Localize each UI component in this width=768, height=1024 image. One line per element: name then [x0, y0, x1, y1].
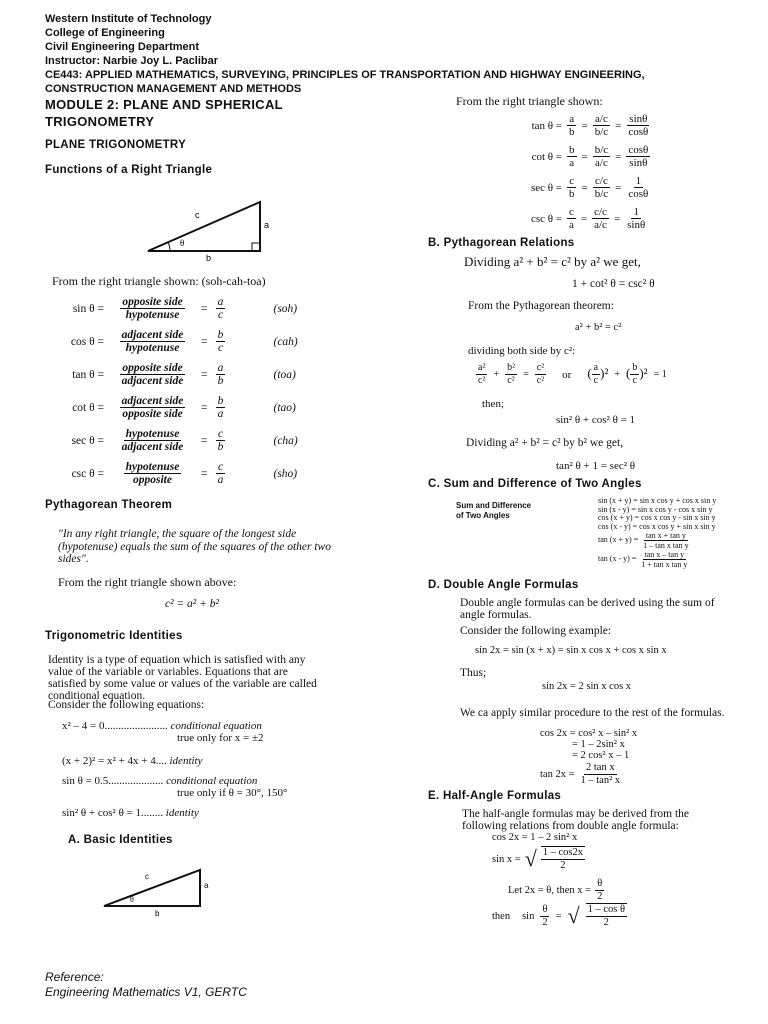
ratio-frac-3-num: cosθ	[628, 144, 649, 156]
document-header	[45, 12, 745, 96]
function-den: hypotenuse	[125, 342, 180, 354]
ratio-frac-3	[626, 144, 650, 169]
equation-expression: sin² θ + cos² θ = 1........	[62, 807, 164, 819]
half-final-lhs-den: 2	[542, 916, 548, 928]
function-lhs: tan θ =	[72, 368, 104, 381]
sum-diff-eq: cos (x + y) = cos x cos y - sin x sin y	[598, 513, 716, 522]
function-mnemonic: (soh)	[273, 302, 298, 315]
equation-note: true only if θ = 30°, 150°	[177, 787, 288, 799]
half-sin-den: 2	[560, 860, 566, 871]
label-theta: θ	[130, 895, 134, 904]
function-ratio-num: a	[217, 362, 224, 374]
right-col-intro: From the right triangle shown:	[456, 94, 603, 108]
equation-kind: conditional equation	[166, 775, 258, 787]
pythagorean-theorem-heading: Pythagorean Theorem	[45, 499, 173, 511]
functions-heading: Functions of a Right Triangle	[45, 164, 213, 176]
double-angle-eq1: sin 2x = sin (x + x) = sin x cos x + cos x sin x	[475, 645, 667, 656]
function-lhs: sin θ =	[72, 302, 104, 315]
right-triangle-figure	[140, 196, 275, 262]
pyth-rel-fraction-equation: $\frac{\text{a²}}{\text{c²}}$ + $\frac{\text{b²}}{\text{c²}}$ = $\frac{\text{c²}}{\text{c²}}$ or ( $\frac{a}{c}$ )² + ( $\frac{b}{c}$ )² = 1	[478, 362, 667, 386]
tan-diff-den: 1 + tan x tan y	[641, 560, 688, 569]
half-angle-sin-formula: sin x = √ $\frac{1 - \cos 2x}{2}$	[492, 846, 584, 871]
trig-function-row: csc θ = $\frac{\text{hypotenuse}}{\text{opposite}}$ = $\frac{c}{a}$ (sho)	[52, 457, 352, 490]
basic-ratios-list	[520, 110, 650, 234]
cos-double-line: = 2 cos² x – 1	[572, 750, 630, 761]
department-name: Civil Engineering Department	[45, 41, 200, 53]
function-ratio-den: a	[217, 474, 224, 486]
pyth-rel-eq3: sin² θ + cos² θ = 1	[556, 414, 636, 426]
ratio-frac-3-den: cosθ	[628, 126, 649, 138]
basic-ratio-row: tan θ = $\frac{a}{b}$ = $\frac{a/c}{b/c}$ = $\frac{\sin\theta}{\cos\theta}$	[520, 110, 650, 141]
function-ratio-num: c	[217, 428, 224, 440]
ratio-lhs: sec θ =	[530, 181, 562, 194]
pyth-rel-from: From the Pythagorean theorem:	[468, 300, 614, 312]
basic-ratio-row: csc θ = $\frac{c}{a}$ = $\frac{c/c}{a/c}$ = $\frac{1}{\sin\theta}$	[520, 203, 650, 234]
function-num: opposite side	[122, 296, 183, 308]
basic-identities-triangle-figure	[100, 866, 215, 918]
ratio-frac-1	[567, 113, 577, 138]
equations-list	[62, 720, 352, 819]
tan-sum-formula	[598, 531, 716, 550]
function-den: adjacent side	[121, 441, 184, 453]
function-den: opposite side	[122, 408, 183, 420]
half-final-lhs-num: θ	[542, 903, 548, 915]
ratio-frac-1-den: b	[569, 126, 575, 138]
double-angle-text1: Double angle formulas can be derived using the sum of angle formulas.	[460, 597, 715, 621]
half-final-num: 1 – cos θ	[587, 904, 625, 915]
half-angle-heading: E. Half-Angle Formulas	[428, 790, 562, 802]
function-ratio-den: c	[217, 342, 224, 354]
ratio-frac-1-den: a	[569, 219, 574, 231]
course-title-line1: CE443: APPLIED MATHEMATICS, SURVEYING, PRINCIPLES OF TRANSPORTATION AND HIGHWAY ENGINEERING,	[45, 69, 645, 81]
double-angle-text3: We ca apply similar procedure to the rest of the formulas.	[460, 707, 725, 719]
cos-double-line: = 1 – 2sin² x	[572, 739, 625, 750]
sum-diff-eq: sin (x - y) = sin x cos y - cos x sin y	[598, 504, 713, 514]
reference-block	[45, 970, 247, 1000]
ratio-frac-2-den: b/c	[594, 126, 609, 138]
tan-double-num: 2 tan x	[586, 762, 615, 773]
trig-function-row: cos θ = $\frac{\text{adjacent side}}{\text{hypotenuse}}$ = $\frac{b}{c}$ (cah)	[52, 325, 352, 358]
function-lhs: sec θ =	[71, 434, 104, 447]
sum-difference-heading: C. Sum and Difference of Two Angles	[428, 478, 642, 490]
function-ratio-den: a	[217, 408, 224, 420]
consider-equations: Consider the following equations:	[48, 699, 205, 711]
function-mnemonic: (cah)	[273, 335, 298, 348]
function-ratio-den: c	[217, 309, 224, 321]
basic-ratio-row: cot θ = $\frac{b}{a}$ = $\frac{b/c}{a/c}$ = $\frac{\cos\theta}{\sin\theta}$	[520, 141, 650, 172]
trig-function-row: sec θ = $\frac{\text{hypotenuse}}{\text{adjacent side}}$ = $\frac{c}{b}$ (cha)	[52, 424, 352, 457]
pyth-rel-eq4: tan² θ + 1 = sec² θ	[556, 460, 636, 472]
label-a: a	[204, 881, 209, 890]
tan-diff-num: tan x – tan y	[644, 550, 685, 559]
basic-ratio-row: sec θ = $\frac{c}{b}$ = $\frac{c/c}{b/c}$ = $\frac{1}{\cos\theta}$	[520, 172, 650, 203]
ratio-frac-3	[626, 113, 650, 138]
function-num: adjacent side	[121, 329, 184, 341]
half-sin-num: 1 – cos2x	[542, 847, 584, 858]
equation-expression: x² – 4 = 0.......................	[62, 720, 168, 732]
sum-difference-label: Sum and Difference of Two Angles	[456, 501, 532, 520]
function-ratio-num: b	[217, 395, 224, 407]
reference-title: Reference:	[45, 970, 104, 984]
sum-difference-equations	[598, 497, 716, 569]
ratio-frac-3-den: sinθ	[627, 219, 646, 231]
ratio-frac-1	[567, 144, 577, 169]
function-num: hypotenuse	[125, 461, 180, 473]
function-ratio-num: a	[217, 296, 224, 308]
ratio-frac-2-num: c/c	[595, 175, 608, 187]
equation-item	[62, 755, 352, 775]
trig-function-row: tan θ = $\frac{\text{opposite side}}{\text{adjacent side}}$ = $\frac{a}{b}$ (toa)	[52, 358, 352, 391]
label-c: c	[145, 872, 149, 881]
ratio-frac-1-den: a	[569, 157, 575, 169]
instructor-name: Instructor: Narbie Joy L. Paclibar	[45, 55, 218, 67]
tan-sum-num: tan x + tan y	[645, 531, 686, 540]
equation-kind: identity	[165, 807, 199, 819]
pyth-rel-eq2: a² + b² = c²	[575, 322, 622, 333]
module-title-line2: TRIGONOMETRY	[45, 114, 155, 129]
double-angle-thus: Thus;	[460, 667, 487, 679]
plane-trig-heading: PLANE TRIGONOMETRY	[45, 139, 187, 151]
pythagorean-equation: c² = a² + b²	[165, 598, 219, 610]
ratio-frac-1-num: c	[569, 175, 575, 187]
ratio-frac-1-num: c	[569, 206, 574, 218]
function-den: adjacent side	[121, 375, 184, 387]
label-b: b	[206, 253, 212, 262]
function-lhs: cos θ =	[70, 335, 104, 348]
half-then-text: then	[492, 910, 511, 922]
function-lhs: csc θ =	[71, 467, 104, 480]
tan-diff-lhs: tan (x - y) =	[598, 554, 637, 564]
equation-kind: conditional equation	[170, 720, 262, 732]
half-sin-lhs: sin x =	[492, 853, 521, 865]
pythagorean-quote: "In any right triangle, the square of the longest side (hypotenuse) equals the sum of the squares of the other two sides".	[58, 528, 331, 565]
equation-item	[62, 775, 352, 807]
trig-function-row: cot θ = $\frac{\text{adjacent side}}{\text{opposite side}}$ = $\frac{b}{a}$ (tao)	[52, 391, 352, 424]
half-final-den: 2	[603, 917, 609, 928]
basic-identities-heading: A. Basic Identities	[68, 834, 173, 846]
ratio-lhs: cot θ =	[531, 150, 562, 163]
pyth-rel-divide: dividing both side by c²:	[468, 345, 576, 357]
half-angle-text: The half-angle formulas may be derived from the following relations from double angle formula:	[462, 808, 690, 832]
equation-kind: identity	[169, 755, 203, 767]
equation-note: true only for x = ±2	[177, 732, 264, 744]
function-lhs: cot θ =	[72, 401, 104, 414]
function-ratio-den: b	[217, 375, 224, 387]
equation-expression: (x + 2)² = x² + 4x + 4....	[62, 755, 167, 767]
function-mnemonic: (cha)	[273, 434, 298, 447]
tan-sum-lhs: tan (x + y) =	[598, 535, 639, 545]
pyth-rel-eq1: 1 + cot² θ = csc² θ	[572, 278, 655, 290]
function-ratio-num: b	[217, 329, 224, 341]
ratio-frac-2	[592, 206, 609, 231]
trig-function-row: sin θ = $\frac{\text{opposite side}}{\text{hypotenuse}}$ = $\frac{a}{c}$ (soh)	[52, 292, 352, 325]
equation-item	[62, 720, 352, 755]
equation-expression: sin θ = 0.5....................	[62, 775, 164, 787]
label-a: a	[264, 220, 270, 230]
ratio-lhs: csc θ =	[530, 212, 562, 225]
ratio-frac-2-den: b/c	[594, 188, 609, 200]
function-mnemonic: (toa)	[273, 368, 296, 381]
identity-definition: Identity is a type of equation which is satisfied with any value of the variable or variables. Equations that are satisfied by some value or values of the variable are called conditional equation.	[48, 654, 317, 702]
pyth-rel-line1: Dividing a² + b² = c² by a² we get,	[464, 254, 641, 269]
ratio-frac-3-num: 1	[633, 206, 639, 218]
half-angle-final-formula: then sin $\frac{\theta}{2}$ = √ $\frac{\text{1 – cos θ}}{2}$	[492, 903, 625, 928]
half-let-text: Let 2x = θ, then x =	[508, 885, 592, 896]
ratio-frac-2-num: a/c	[595, 113, 608, 125]
ratio-frac-3-num: 1	[635, 175, 642, 187]
ratio-frac-3	[625, 206, 647, 231]
ratio-frac-1-num: b	[569, 144, 575, 156]
function-num: opposite side	[122, 362, 183, 374]
sum-diff-eq: sin (x + y) = sin x cos y + cos x sin y	[598, 496, 717, 505]
ratio-frac-2-den: a/c	[594, 219, 607, 231]
right-triangle-intro: From the right triangle shown: (soh-cah-toa)	[52, 274, 266, 288]
ratio-frac-3-den: sinθ	[629, 157, 648, 169]
ratio-frac-2	[593, 113, 610, 138]
function-mnemonic: (tao)	[273, 401, 296, 414]
tan-sum-den: 1 – tan x tan y	[643, 541, 689, 550]
ratio-frac-2-num: b/c	[594, 144, 609, 156]
function-ratio-num: c	[217, 461, 224, 473]
pyth-rel-line2: Dividing a² + b² = c² by b² we get,	[466, 437, 624, 449]
or-text: or	[562, 368, 572, 381]
pythagorean-from: From the right triangle shown above:	[58, 575, 237, 589]
pyth-rel-then: then;	[482, 398, 504, 410]
reference-source: Engineering Mathematics V1, GERTC	[45, 985, 247, 999]
ratio-frac-2	[593, 144, 610, 169]
double-angle-heading: D. Double Angle Formulas	[428, 579, 579, 591]
half-let-den: 2	[597, 891, 603, 902]
half-angle-let	[508, 878, 604, 903]
ratio-frac-3	[626, 175, 650, 200]
ratio-frac-3-num: sinθ	[629, 113, 648, 125]
ratio-frac-1-num: a	[569, 113, 575, 125]
cos-double-line: cos 2x = cos² x – sin² x	[540, 728, 638, 739]
function-mnemonic: (sho)	[273, 467, 298, 480]
ratio-frac-1	[567, 206, 576, 231]
half-let-num: θ	[597, 878, 603, 889]
label-theta: θ	[180, 238, 185, 248]
college-name: College of Engineering	[45, 27, 165, 39]
half-angle-eq1: cos 2x = 1 – 2 sin² x	[492, 832, 578, 843]
function-den: opposite	[133, 474, 172, 486]
ratio-frac-1-den: b	[569, 188, 575, 200]
function-ratio-den: b	[217, 441, 224, 453]
function-den: hypotenuse	[125, 309, 180, 321]
function-num: hypotenuse	[125, 428, 180, 440]
function-num: adjacent side	[121, 395, 184, 407]
tan-double-lhs: tan 2x =	[540, 769, 575, 780]
ratio-frac-2	[593, 175, 610, 200]
label-c: c	[195, 210, 200, 220]
course-title-line2: CONSTRUCTION MANAGEMENT AND METHODS	[45, 83, 302, 95]
double-angle-text2: Consider the following example:	[460, 625, 612, 637]
label-b: b	[155, 909, 160, 918]
sum-diff-eq: cos (x - y) = cos x cos y + sin x sin y	[598, 521, 716, 531]
ratio-frac-1	[567, 175, 577, 200]
tan-diff-formula	[598, 550, 716, 569]
module-title	[45, 96, 283, 130]
trig-functions-list	[52, 292, 352, 490]
ratio-frac-2-den: a/c	[595, 157, 608, 169]
ratio-frac-2-num: c/c	[594, 206, 607, 218]
trig-identities-heading: Trigonometric Identities	[45, 630, 183, 642]
ratio-frac-3-den: cosθ	[628, 188, 649, 200]
tan-double-den: 1 – tan² x	[580, 775, 621, 786]
module-title-line1: MODULE 2: PLANE AND SPHERICAL	[45, 97, 283, 112]
double-angle-cos	[540, 728, 637, 761]
institute-name: Western Institute of Technology	[45, 13, 212, 25]
double-angle-eq2: sin 2x = 2 sin x cos x	[542, 681, 632, 692]
ratio-lhs: tan θ =	[531, 119, 562, 132]
tan-double-formula	[540, 762, 622, 787]
pythagorean-relations-heading: B. Pythagorean Relations	[428, 237, 575, 249]
equation-item	[62, 807, 352, 819]
